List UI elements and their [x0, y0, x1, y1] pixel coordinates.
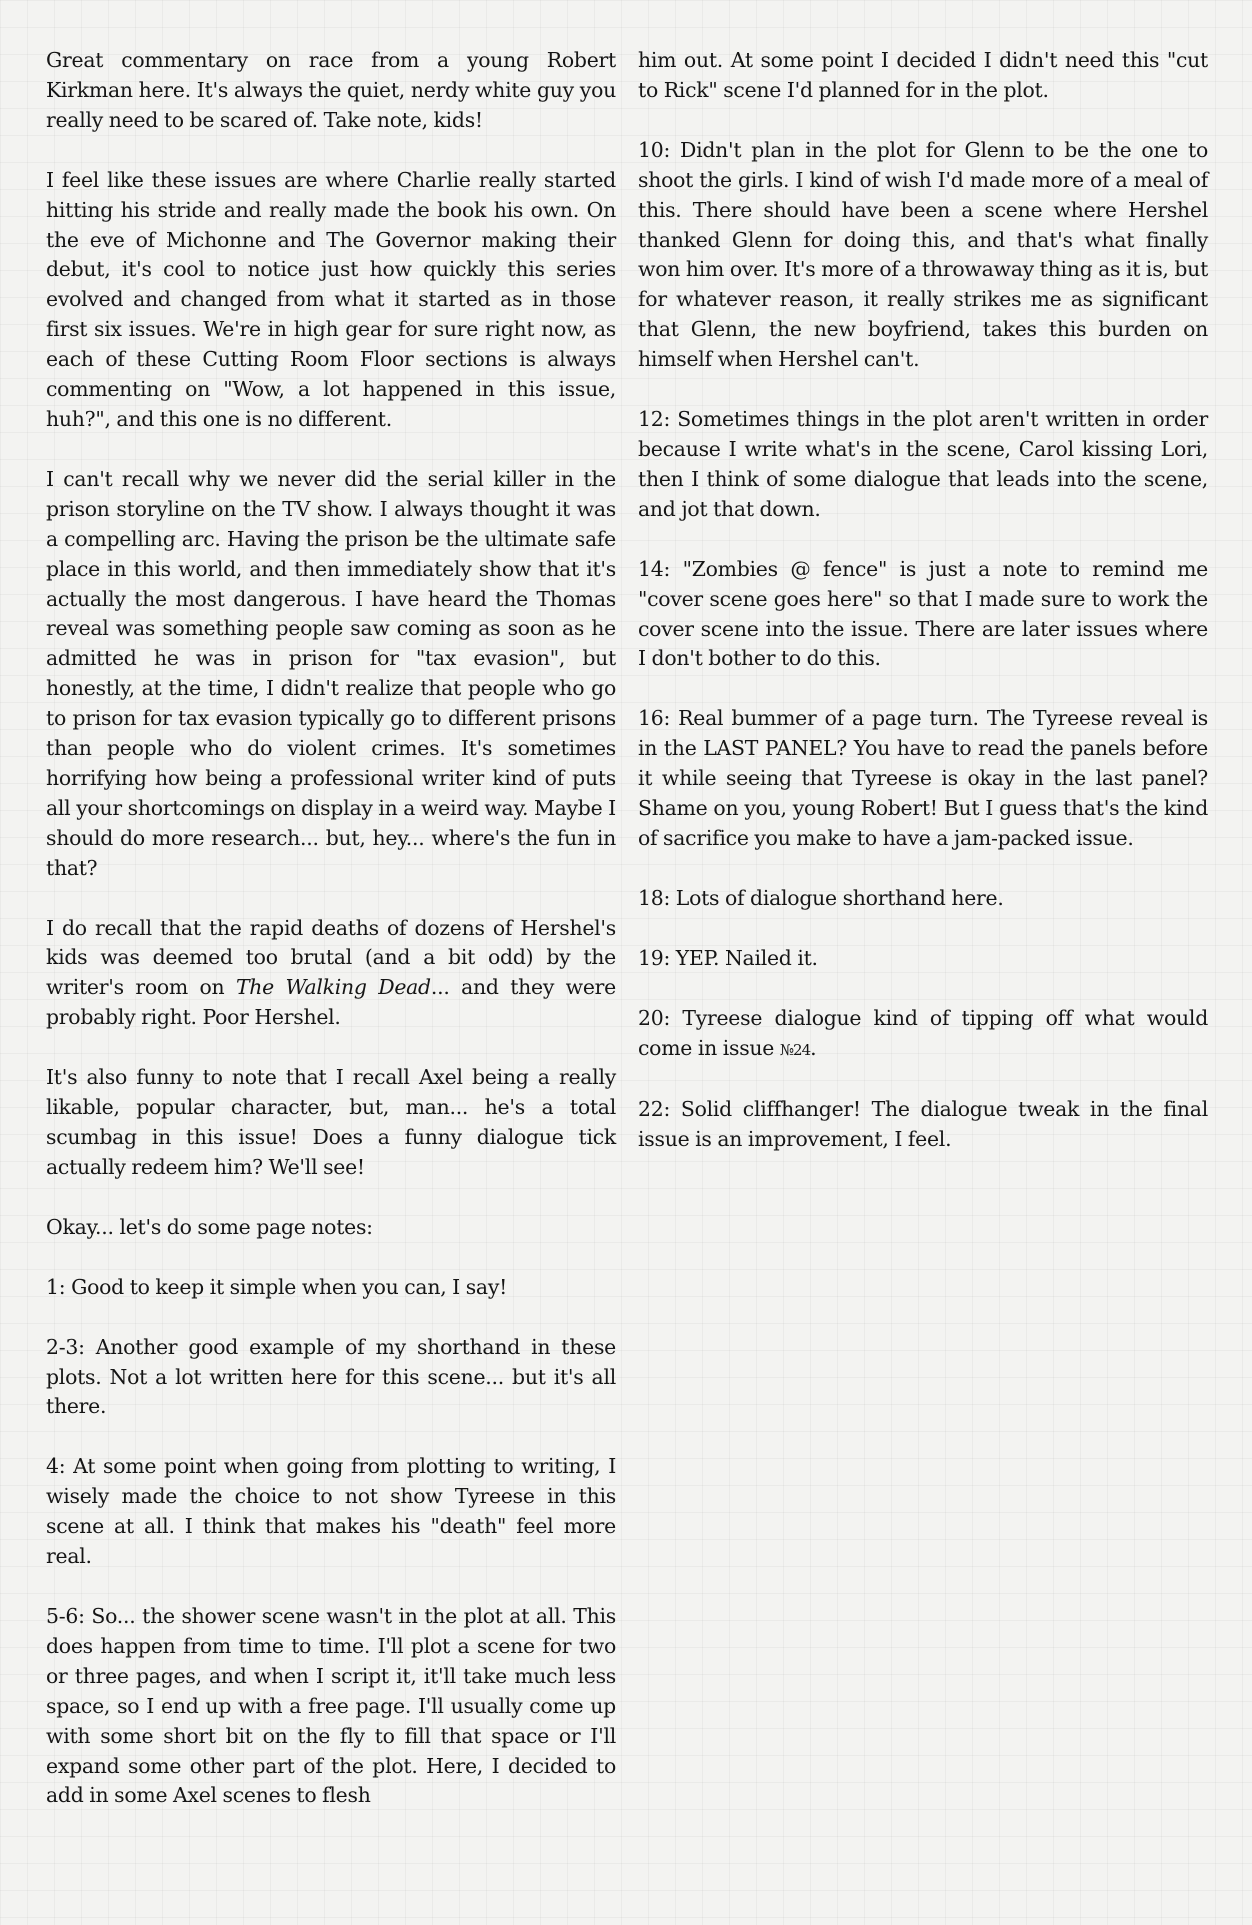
note-page-2-3: 2-3: Another good example of my shorthand in these plots. Not a lot written here for this scene... but it's all there. [46, 1334, 616, 1419]
note-page-19: 19: YEP. Nailed it. [638, 945, 818, 970]
two-column-layout [46, 46, 1252, 1811]
note-page-20-text: 20: Tyreese dialogue kind of tipping off what would come in issue [638, 1005, 1208, 1060]
paragraph-charlie-stride: I feel like these issues are where Charlie really started hitting his stride and really made the book his own. On the eve of Michonne and The Governor making their debut, it's cool to notice just how quickly this series evolved and changed from what it started as in those first six issues. We're in high gear for sure right now, as each of these Cutting Room Floor sections is always commenting on "Wow, a lot happened in this issue, huh?", and this one is no different. [46, 167, 616, 431]
note-page-22: 22: Solid cliffhanger! The dialogue tweak in the final issue is an improvement, I feel. [638, 1097, 1208, 1152]
paragraph-page-notes-intro: Okay... let's do some page notes: [46, 1214, 373, 1239]
paragraph-hershel-kids [46, 914, 616, 1034]
note-page-20-end: . [810, 1035, 817, 1060]
issue-number: №24 [779, 1040, 811, 1059]
paragraph-hershel-kids-text: I do recall that the rapid deaths of dozens of Hershel's kids was deemed too brutal (and a bit odd) by the writer's room on [46, 915, 616, 1000]
paragraph-axel: It's also funny to note that I recall Axel being a really likable, popular character, but, man... he's a total scumbag in this issue! Does a funny dialogue tick actually redeem him? We'll see! [46, 1065, 616, 1179]
note-page-12: 12: Sometimes things in the plot aren't written in order because I write what's in the scene, Carol kissing Lori, then I think of some dialogue that leads into the scene, and jot that down. [638, 407, 1208, 521]
left-column [46, 46, 616, 1811]
right-column [638, 46, 1208, 1811]
note-page-5-6: 5-6: So... the shower scene wasn't in the plot at all. This does happen from time to time. I'll plot a scene for two or three pages, and when I script it, it'll take much less space, so I end up with a free page. I'll usually come up with some short bit on the fly to fill that space or I'll expand some other part of the plot. Here, I decided to add in some Axel scenes to flesh [46, 1603, 616, 1808]
note-page-5-6-continued: him out. At some point I decided I didn't need this "cut to Rick" scene I'd planned for in the plot. [638, 48, 1208, 102]
note-page-1: 1: Good to keep it simple when you can, I say! [46, 1274, 508, 1299]
note-page-18: 18: Lots of dialogue shorthand here. [638, 885, 1004, 910]
note-page-20 [638, 1004, 1208, 1066]
paragraph-hershel-kids-end: ... and they were probably right. Poor Hershel. [46, 975, 616, 1030]
note-page-16: 16: Real bummer of a page turn. The Tyreese reveal is in the LAST PANEL? You have to read the panels before it while seeing that Tyreese is okay in the last panel? Shame on you, young Robert! But I guess that's the kind of sacrifice you make to have a jam-packed issue. [638, 706, 1208, 850]
note-page-14: 14: "Zombies @ fence" is just a note to remind me "cover scene goes here" so that I made sure to work the cover scene into the issue. There are later issues where I don't bother to do this. [638, 556, 1208, 671]
note-page-4: 4: At some point when going from plotting to writing, I wisely made the choice to not show Tyreese in this scene at all. I think that makes his "death" feel more real. [46, 1454, 616, 1569]
note-page-10: 10: Didn't plan in the plot for Glenn to be the one to shoot the girls. I kind of wish I'd made more of a meal of this. There should have been a scene where Hershel thanked Glenn for doing this, and that's what finally won him over. It's more of a throwaway thing as it is, but for whatever reason, it really strikes me as significant that Glenn, the new boyfriend, takes this burden on himself when Hershel can't. [638, 137, 1209, 372]
paragraph-serial-killer: I can't recall why we never did the serial killer in the prison storyline on the TV show. I always thought it was a compelling arc. Having the prison be the ultimate safe place in this world, and then immediately show that it's actually the most dangerous. I have heard the Thomas reveal was something people saw coming as soon as he admitted he was in prison for "tax evasion", but honestly, at the time, I didn't realize that people who go to prison for tax evasion typically go to different prisons than people who do violent crimes. It's sometimes horrifying how being a professional writer kind of puts all your shortcomings on display in a weird way. Maybe I should do more research... but, hey... where's the fun in that? [46, 466, 616, 880]
paragraph-race-commentary: Great commentary on race from a young Robert Kirkman here. It's always the quiet, nerdy white guy you really need to be scared of. Take note, kids! [46, 48, 616, 132]
show-title: The Walking Dead [235, 975, 431, 1000]
